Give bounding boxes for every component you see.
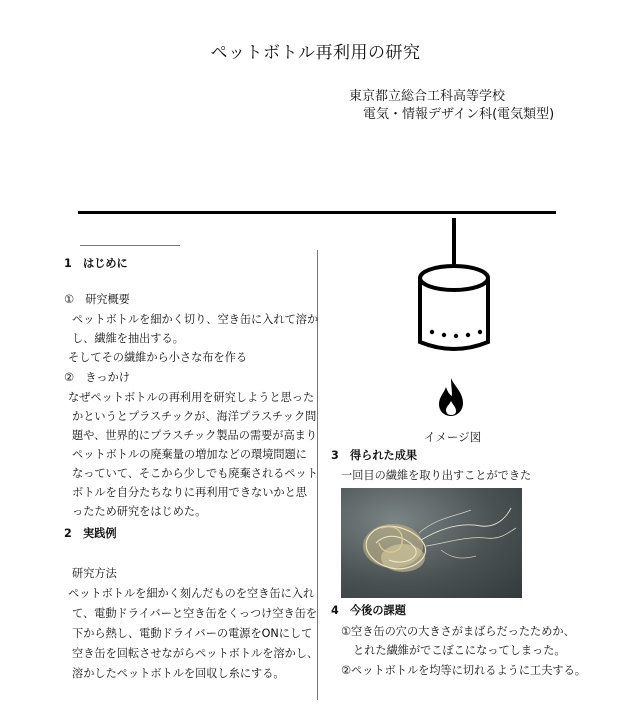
method-line: 下から熱し、電動ドライバーの電源をONにして xyxy=(72,627,313,640)
reason-line: ペットボトルの廃棄量の増加などの環境問題に xyxy=(72,448,307,461)
overview-line: し、繊維を抽出する。 xyxy=(72,332,184,345)
method-line: て、電動ドライバーと空き缶をくっつけ空き缶を xyxy=(72,607,318,620)
flame-icon xyxy=(436,377,466,417)
fiber-photo xyxy=(341,488,522,598)
method-line: ペットボトルを細かく刻んだものを空き缶に入れ xyxy=(68,587,315,600)
section-underline xyxy=(80,245,180,246)
reason-line: ボトルを自分たちなりに再利用できないかと思 xyxy=(72,486,307,499)
reason-line: なぜペットボトルの再利用を研究しようと思った xyxy=(68,391,315,404)
reason-heading: ② きっかけ xyxy=(64,371,130,384)
section-3-heading: 3 得られた成果 xyxy=(331,449,418,462)
page-title: ペットボトル再利用の研究 xyxy=(210,43,421,63)
section-2-heading: 2 実践例 xyxy=(64,527,117,540)
section-1-heading: 1 はじめに xyxy=(64,257,128,270)
department-name: 電気・情報デザイン科(電気類型) xyxy=(363,107,555,122)
issue-line: ②ペットボトルを均等に切れるように工夫する。 xyxy=(341,664,586,677)
school-info xyxy=(349,88,554,124)
overview-line: そしてその繊維から小さな布を作る xyxy=(68,351,248,364)
reason-line: かというとプラスチックが、海洋プラスチック問 xyxy=(72,410,317,423)
reason-line: ったため研究をはじめた。 xyxy=(72,505,207,518)
school-name: 東京都立総合工科高等学校 xyxy=(349,89,506,104)
reason-line: 題や、世界的にプラスチック製品の需要が高まり xyxy=(72,429,318,442)
issue-line: ①空き缶の穴の大きさがまばらだったためか、 xyxy=(341,625,575,638)
result-text: 一回目の繊維を取り出すことができた xyxy=(341,469,532,482)
method-line: 空き缶を回転させながらペットボトルを溶かし、 xyxy=(72,647,319,660)
image-caption: イメージ図 xyxy=(424,430,482,444)
section-4-heading: 4 今後の課題 xyxy=(331,604,406,617)
reason-line: なっていて、そこから少しでも廃棄されるペット xyxy=(72,467,318,480)
method-heading: 研究方法 xyxy=(72,567,117,580)
issue-line: とれた繊維がでこぼこになってしまった。 xyxy=(353,644,566,657)
overview-heading: ① 研究概要 xyxy=(64,293,130,306)
overview-line: ペットボトルを細かく切り、空き缶に入れて溶か xyxy=(72,313,319,326)
method-line: 溶かしたペットボトルを回収し糸にする。 xyxy=(72,667,285,680)
can-diagram-icon xyxy=(404,214,504,364)
